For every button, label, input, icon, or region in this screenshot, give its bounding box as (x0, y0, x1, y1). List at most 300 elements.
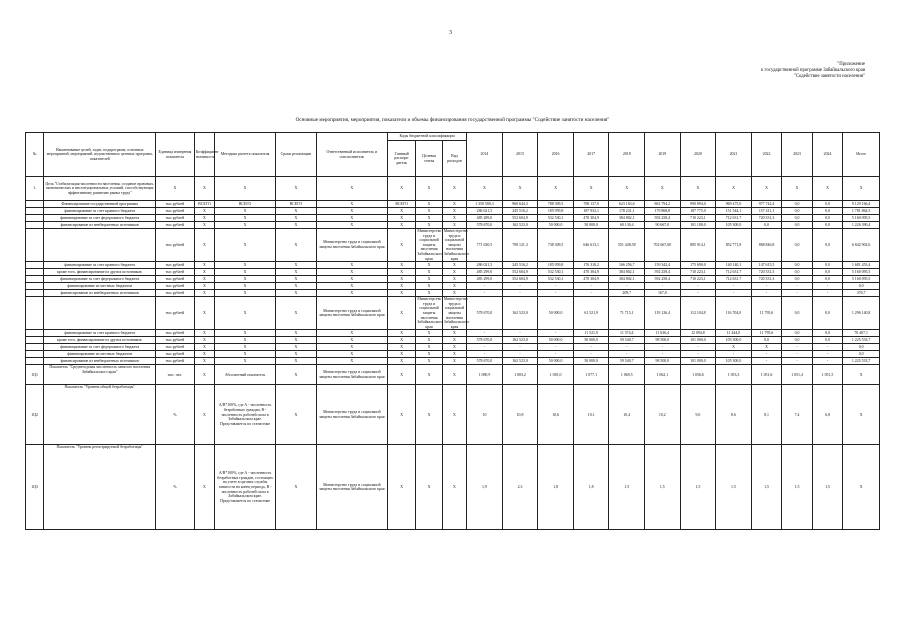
row-year-value: 0,0 (782, 269, 813, 276)
header-unit: Единица измерения показателя (156, 133, 195, 177)
row-year-value: 119 126,4 (645, 297, 681, 330)
row-year-value: - (538, 290, 574, 297)
row-x: X (215, 358, 276, 365)
row-year-value: 712 631,7 (716, 276, 752, 283)
row-x: X (194, 229, 214, 262)
goal-cell: X (276, 177, 317, 201)
row-year-value: 245 516,2 (502, 208, 538, 215)
indicator-name: Показатель "Уровень регистрируемой безработицы" (44, 445, 156, 530)
row-kbk-target: X (416, 330, 442, 337)
row-x: ВСЕГО (215, 201, 276, 208)
indicator-kbk-main: X (387, 445, 415, 530)
row-year-value: 708 137,0 (573, 201, 609, 208)
row-year-value: 0,0 (812, 262, 843, 269)
row-name (44, 297, 156, 330)
goal-cell: X (387, 177, 415, 201)
row-year-value: 162 523,0 (502, 297, 538, 330)
row-year-value: - (782, 344, 813, 351)
row-x: X (276, 276, 317, 283)
row-year-value: 140 140,1 (716, 262, 752, 269)
row-kbk-type: X (442, 283, 466, 290)
indicator-year-value: 1,8 (573, 445, 609, 530)
row-kbk-type: X (442, 358, 466, 365)
row-unit: тыс.рублей (156, 262, 195, 269)
row-year-value: 90 667,0 (645, 222, 681, 229)
financing-row (26, 351, 880, 358)
indicator-year-value: 1,5 (716, 445, 752, 530)
row-year-value: - (467, 351, 503, 358)
row-resp: X (316, 344, 387, 351)
row-year-value: 738 309,5 (538, 229, 574, 262)
row-x: X (215, 344, 276, 351)
row-year-value: 159 342,4 (645, 262, 681, 269)
row-year-value: 0,0 (751, 337, 782, 344)
row-name (44, 229, 156, 262)
indicator-method: А/В*100%, где А - численность безработных граждан, В - численность рабочей силы в Забайкальском крае. Представляется по статистике (215, 385, 276, 445)
header-year-2023: 2023 (782, 133, 813, 177)
row-num (26, 229, 44, 262)
row-year-value: 623 163,6 (609, 201, 645, 208)
row-resp: X (316, 208, 387, 215)
row-kbk-main: X (387, 297, 415, 330)
indicator-term: X (276, 445, 317, 530)
row-name: кроме того, финансирование из других источников: (44, 269, 156, 276)
row-year-value: 50 000,0 (538, 297, 574, 330)
indicator-resp: Министерство труда и социальной защиты населения Забайкальского края (316, 445, 387, 530)
header-kbk-target: Целевая статья (416, 141, 442, 177)
indicator-kbk-type: X (442, 385, 466, 445)
goal-cell: X (609, 177, 645, 201)
financing-row (26, 269, 880, 276)
row-year-value: 868 846,8 (751, 229, 782, 262)
row-year-value: 11 795,6 (751, 297, 782, 330)
indicator-year-value: 6,8 (812, 385, 843, 445)
indicator-term: X (276, 365, 317, 385)
row-name: финансирование за счет федерального бюджета (44, 215, 156, 222)
row-year-value: 0,0 (782, 297, 813, 330)
row-x: X (276, 337, 317, 344)
financing-row (26, 337, 880, 344)
row-x: X (276, 283, 317, 290)
indicator-total: X (843, 365, 880, 385)
row-year-value: 0,0 (782, 215, 813, 222)
row-year-value: 98 500,0 (645, 337, 681, 344)
row-year-value: 11 636,4 (645, 330, 681, 337)
row-year-value: 0,0 (782, 208, 813, 215)
row-year-value: - (502, 290, 538, 297)
row-x: X (276, 290, 317, 297)
row-year-value: - (609, 344, 645, 351)
indicator-year-value: 10 (467, 385, 503, 445)
row-name: Финансирование государственной программы (44, 201, 156, 208)
row-kbk-target: Министерство труда и социальной защиты населения Забайкальского края (417, 229, 443, 261)
row-total: 1 225 533,7 (843, 358, 880, 365)
financing-row (26, 358, 880, 365)
row-name: финансирование из внебюджетных источников (44, 290, 156, 297)
row-x: X (194, 269, 214, 276)
row-num (26, 201, 44, 208)
row-year-value: 245 516,2 (502, 262, 538, 269)
goal-cell: X (843, 177, 880, 201)
header-year-2021: 2021 (716, 133, 752, 177)
row-year-value: 60 130,4 (609, 222, 645, 229)
row-kbk-main: X (387, 262, 415, 269)
header-method: Методика расчета показателя (215, 133, 276, 177)
document-title: Основные мероприятия, мероприятия, показатели и объемы финансирования государственной программы "Содействие занятости населения" (295, 117, 610, 123)
indicator-year-value: 1 062,1 (645, 365, 681, 385)
indicator-year-value: 1 051,4 (782, 365, 813, 385)
row-total: 0,0 (843, 344, 880, 351)
row-year-value: 50 000,0 (573, 337, 609, 344)
row-year-value: 552 604,9 (502, 269, 538, 276)
row-kbk-type: X (442, 201, 466, 208)
row-total: 1 226 390,4 (843, 222, 880, 229)
row-year-value: - (716, 351, 752, 358)
goal-cell: X (538, 177, 574, 201)
row-year-value: 885 914,1 (680, 229, 716, 262)
row-year-value: 178 231,1 (609, 208, 645, 215)
row-year-value: 578 670,0 (467, 337, 503, 344)
row-year-value: - (782, 351, 813, 358)
row-unit: тыс.рублей (156, 222, 195, 229)
indicator-coef: X (194, 445, 214, 530)
row-year-value: 798 121,3 (502, 229, 538, 262)
row-year-value: 50 000,0 (538, 358, 574, 365)
row-x: X (194, 358, 214, 365)
row-year-value: 50 000,0 (573, 358, 609, 365)
row-name: финансирование из местных бюджетов (44, 351, 156, 358)
row-num (26, 283, 44, 290)
header-year-2014: 2014 (467, 133, 503, 177)
row-kbk-main: X (387, 229, 415, 262)
row-kbk-type: X (442, 262, 466, 269)
row-kbk-type: X (442, 344, 466, 351)
row-kbk-target: X (416, 283, 442, 290)
goal-cell: X (812, 177, 843, 201)
row-kbk-main: X (387, 337, 415, 344)
row-x: X (194, 276, 214, 283)
row-x: X (194, 222, 214, 229)
row-x: X (194, 283, 214, 290)
row-year-value: 485 299,0 (467, 269, 503, 276)
row-year-value: - (782, 358, 813, 365)
row-year-value: - (680, 290, 716, 297)
goal-name: Цель "Стабилизация численности населения, создание правовых, экономических и институциональных условий, способствующих эффективному развитию рынка труда" (44, 177, 156, 201)
row-num (26, 290, 44, 297)
row-x: X (215, 229, 276, 262)
row-year-value: 61 521,9 (573, 297, 609, 330)
row-x: X (215, 222, 276, 229)
row-resp: X (316, 276, 387, 283)
indicator-coef: X (194, 365, 214, 385)
header-year-2020: 2020 (680, 133, 716, 177)
row-year-value: 0,0 (782, 229, 813, 262)
indicator-year-value: 10,2 (645, 385, 681, 445)
header-resp: Ответственный исполнитель и соисполнитель (316, 133, 387, 177)
row-year-value: X (751, 344, 782, 351)
appendix-line-1: "Приложение (837, 62, 865, 67)
indicator-year-value: 1,5 (751, 445, 782, 530)
indicator-kbk-main: X (387, 385, 415, 445)
program-table (25, 132, 880, 530)
row-kbk-type: X (442, 276, 466, 283)
row-kbk-type: X (442, 351, 466, 358)
row-year-value: 286 021,5 (467, 262, 503, 269)
row-num (26, 222, 44, 229)
goal-cell: X (751, 177, 782, 201)
header-year-2016: 2016 (538, 133, 574, 177)
row-unit: тыс.рублей (156, 330, 195, 337)
row-kbk-main: X (387, 283, 415, 290)
row-year-value: 592 258,4 (645, 269, 681, 276)
row-total: 376,7 (843, 290, 880, 297)
row-year-value: 552 604,9 (502, 276, 538, 283)
indicator-year-value: 10,4 (609, 385, 645, 445)
row-kbk-main: X (387, 330, 415, 337)
row-total: 5 160 095,5 (843, 276, 880, 283)
row-x: X (215, 208, 276, 215)
row-kbk-type: X (442, 222, 466, 229)
row-unit: тыс.рублей (156, 229, 195, 262)
row-year-value: 969 475,0 (716, 201, 752, 208)
row-x: X (215, 297, 276, 330)
row-kbk-target: X (416, 269, 442, 276)
financing-row (26, 222, 880, 229)
header-year-2018: 2018 (609, 133, 645, 177)
row-year-value: - (467, 290, 503, 297)
row-year-value: - (573, 283, 609, 290)
row-year-value: 162 523,0 (502, 337, 538, 344)
row-kbk-main: X (387, 290, 415, 297)
row-year-value: 960 644,3 (502, 201, 538, 208)
indicator-term: X (276, 385, 317, 445)
row-year-value: - (502, 344, 538, 351)
financing-row (26, 283, 880, 290)
indicator-year-value: 8,6 (716, 385, 752, 445)
row-total: 1 781 864,5 (843, 208, 880, 215)
row-resp: Министерство труда и социальной защиты населения Забайкальского края (316, 297, 387, 330)
indicator-total: X (843, 445, 880, 530)
row-total: 0,0 (843, 283, 880, 290)
financing-row (26, 229, 880, 262)
row-x: X (215, 283, 276, 290)
row-x: X (215, 215, 276, 222)
row-total: 9 129 166,4 (843, 201, 880, 208)
financing-row (26, 201, 880, 208)
indicator-unit: % (156, 445, 195, 530)
row-year-value: 187 775,0 (680, 208, 716, 215)
row-year-value: 470 304,9 (573, 215, 609, 222)
row-year-value: 12 094,8 (680, 330, 716, 337)
row-year-value: 852 771,8 (716, 229, 752, 262)
row-num (26, 330, 44, 337)
row-resp: X (316, 358, 387, 365)
row-name: финансирование из внебюджетных источников (44, 222, 156, 229)
row-year-value: - (645, 283, 681, 290)
indicator-year-value: 1,5 (680, 445, 716, 530)
row-year-value: 185 959,8 (538, 208, 574, 215)
row-year-value: 187 932,1 (573, 208, 609, 215)
row-resp: X (316, 330, 387, 337)
row-unit: тыс.рублей (156, 283, 195, 290)
row-unit: тыс.рублей (156, 276, 195, 283)
row-total: 1 296 140,8 (843, 297, 880, 330)
row-x: X (194, 330, 214, 337)
indicator-year-value: 10,8 (502, 385, 538, 445)
financing-row (26, 262, 880, 269)
row-total: 1 225 533,7 (843, 337, 880, 344)
row-resp: X (316, 215, 387, 222)
row-year-value: 162 523,0 (502, 358, 538, 365)
row-unit: тыс.рублей (156, 269, 195, 276)
financing-row (26, 290, 880, 297)
row-x: ВСЕГО (194, 201, 214, 208)
row-resp: X (316, 290, 387, 297)
row-year-value: - (502, 330, 538, 337)
goal-cell: X (316, 177, 387, 201)
appendix-line-2: к государственной программе Забайкальского края (761, 68, 865, 74)
row-total: 5 160 095,5 (843, 215, 880, 222)
appendix-note (695, 62, 865, 81)
row-kbk-main: X (387, 269, 415, 276)
row-unit: тыс.рублей (156, 290, 195, 297)
row-total: 5 160 095,5 (843, 269, 880, 276)
row-year-value: 384 802,1 (609, 276, 645, 283)
row-year-value: 0,0 (812, 337, 843, 344)
row-total: 70 407,1 (843, 330, 880, 337)
indicator-year-value: 1 069,5 (609, 365, 645, 385)
indicator-method: А/В*100%, где А - численность безработных граждан, состоящих на учете в органах службы занятости на конец периода, В - численность рабочей силы в Забайкальском крае. Представляется по статистике (215, 445, 276, 530)
row-kbk-type: Министерство труда и социальной защиты населения Забайкальского края (443, 297, 470, 329)
row-year-value: - (609, 283, 645, 290)
row-year-value: 101 100,0 (680, 222, 716, 229)
row-unit: тыс.рублей (156, 351, 195, 358)
row-year-value: 0,0 (782, 330, 813, 337)
row-kbk-type: Министерство труда и социальной защиты населения Забайкальского края (443, 229, 470, 261)
row-year-value: 101 000,0 (680, 358, 716, 365)
row-name: финансирование за счет краевого бюджета (44, 208, 156, 215)
row-x: X (276, 358, 317, 365)
row-year-value: 0,0 (751, 222, 782, 229)
row-year-value: 552 604,9 (502, 215, 538, 222)
indicator-kbk-type: X (442, 445, 466, 530)
row-kbk-target: X (416, 351, 442, 358)
indicator-year-value: 7,4 (782, 385, 813, 445)
row-year-value: 485 299,0 (467, 276, 503, 283)
indicator-total: X (843, 385, 880, 445)
goal-cell: X (442, 177, 466, 201)
row-x: ВСЕГО (276, 201, 317, 208)
indicator-year-value: 1 083,2 (502, 365, 538, 385)
row-year-value: 98 500,0 (645, 358, 681, 365)
row-year-value: 105 300,0 (716, 358, 752, 365)
header-year-2022: 2022 (751, 133, 782, 177)
financing-row (26, 215, 880, 222)
row-kbk-type: X (442, 337, 466, 344)
row-year-value: 185 959,8 (538, 262, 574, 269)
row-year-value: 0,0 (812, 222, 843, 229)
row-x: X (194, 262, 214, 269)
row-x: X (194, 344, 214, 351)
row-year-value: 0,0 (812, 215, 843, 222)
indicator-kbk-type: X (442, 365, 466, 385)
row-kbk-target: X (416, 201, 442, 208)
row-x: X (215, 276, 276, 283)
row-year-value: 712 631,7 (716, 269, 752, 276)
header-kbk-group: Коды бюджетной классификации (387, 133, 466, 141)
row-year-value: 1 350 580,3 (467, 201, 503, 208)
row-num (26, 351, 44, 358)
row-kbk-target: X (416, 358, 442, 365)
row-year-value: - (751, 290, 782, 297)
row-kbk-target: X (416, 208, 442, 215)
header-coef: Коэффициент значимости (194, 133, 214, 177)
row-year-value: - (716, 290, 752, 297)
row-year-value: - (751, 283, 782, 290)
row-year-value: - (502, 351, 538, 358)
indicator-unit: % (156, 385, 195, 445)
indicator-kbk-target: X (416, 445, 442, 530)
row-year-value: 532 530,1 (538, 269, 574, 276)
table-header (26, 133, 880, 177)
row-year-value: - (538, 283, 574, 290)
row-year-value: - (538, 351, 574, 358)
indicator-year-value: 1,5 (782, 445, 813, 530)
goal-cell: X (645, 177, 681, 201)
header-kbk-type: Вид расходов (442, 141, 466, 177)
row-year-value: 176 310,2 (573, 262, 609, 269)
row-kbk-type: X (442, 330, 466, 337)
row-year-value: 286 621,5 (467, 208, 503, 215)
row-kbk-type: X (442, 208, 466, 215)
indicator-year-value: 8,1 (751, 385, 782, 445)
row-x: X (276, 229, 317, 262)
page-number: 3 (449, 30, 452, 36)
row-year-value: - (538, 344, 574, 351)
row-year-value: - (812, 358, 843, 365)
indicator-kbk-main: X (387, 365, 415, 385)
indicator-year-value: 2,3 (502, 445, 538, 530)
indicator-unit: тыс. чел. (156, 365, 195, 385)
row-year-value: - (573, 344, 609, 351)
row-kbk-main: X (387, 358, 415, 365)
row-year-value: 0,0 (812, 330, 843, 337)
row-x: X (215, 330, 276, 337)
financing-row (26, 208, 880, 215)
indicator-year-value: 1 056,6 (680, 365, 716, 385)
row-num (26, 358, 44, 365)
goal-cell: X (782, 177, 813, 201)
row-kbk-target: X (416, 215, 442, 222)
row-kbk-target: Министерство труда и социальной защиты населения Забайкальского края (417, 297, 443, 329)
row-year-value: - (573, 351, 609, 358)
goal-cell: X (416, 177, 442, 201)
indicator-num: 1Ц1 (26, 365, 44, 385)
row-year-value: 59 540,7 (609, 358, 645, 365)
row-year-value: 990 894,0 (680, 201, 716, 208)
row-x: X (276, 222, 317, 229)
row-year-value: - (467, 344, 503, 351)
row-year-value: X (716, 344, 752, 351)
financing-row (26, 330, 880, 337)
row-kbk-type: X (442, 290, 466, 297)
row-total: 0,0 (843, 351, 880, 358)
row-name: финансирование из внебюджетных источников (44, 358, 156, 365)
row-x: X (276, 269, 317, 276)
row-year-value: 532 530,1 (538, 215, 574, 222)
financing-row (26, 276, 880, 283)
row-unit: тыс.рублей (156, 337, 195, 344)
